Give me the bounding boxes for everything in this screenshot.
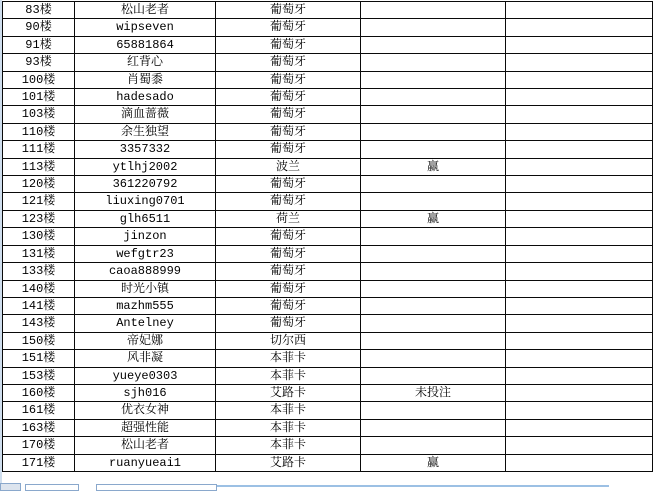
table-row bbox=[3, 141, 653, 158]
cell-team[interactable]: 葡萄牙 bbox=[216, 36, 361, 53]
cell-floor[interactable]: 153楼 bbox=[3, 367, 75, 384]
partial-row-cell-fragment bbox=[25, 484, 79, 491]
table-row bbox=[3, 158, 653, 175]
cell-name[interactable]: 优衣女神 bbox=[75, 402, 216, 419]
cell-result[interactable] bbox=[361, 367, 506, 384]
cell-name[interactable]: 3357332 bbox=[75, 141, 216, 158]
cell-note[interactable] bbox=[506, 280, 653, 297]
cell-result[interactable]: 未投注 bbox=[361, 384, 506, 401]
table-row bbox=[3, 193, 653, 210]
cell-name[interactable]: wipseven bbox=[75, 19, 216, 36]
cell-floor[interactable]: 93楼 bbox=[3, 54, 75, 71]
table-row bbox=[3, 36, 653, 53]
cell-team[interactable]: 本菲卡 bbox=[216, 402, 361, 419]
cell-name[interactable]: 松山老者 bbox=[75, 2, 216, 19]
cell-name[interactable]: 肖蜀黍 bbox=[75, 71, 216, 88]
cell-team[interactable]: 葡萄牙 bbox=[216, 245, 361, 262]
bet-table-body bbox=[3, 2, 653, 472]
cell-floor[interactable]: 120楼 bbox=[3, 176, 75, 193]
cell-team[interactable]: 葡萄牙 bbox=[216, 106, 361, 123]
cell-name[interactable]: 超强性能 bbox=[75, 419, 216, 436]
cell-name[interactable]: 松山老者 bbox=[75, 437, 216, 454]
table-row bbox=[3, 245, 653, 262]
cell-note[interactable] bbox=[506, 315, 653, 332]
cell-team[interactable]: 葡萄牙 bbox=[216, 54, 361, 71]
cell-note[interactable] bbox=[506, 245, 653, 262]
cell-name[interactable]: liuxing0701 bbox=[75, 193, 216, 210]
cell-team[interactable]: 葡萄牙 bbox=[216, 297, 361, 314]
cell-team[interactable]: 荷兰 bbox=[216, 210, 361, 227]
cell-name[interactable]: ytlhj2002 bbox=[75, 158, 216, 175]
cell-team[interactable]: 波兰 bbox=[216, 158, 361, 175]
cell-name[interactable]: 361220792 bbox=[75, 176, 216, 193]
cell-team[interactable]: 葡萄牙 bbox=[216, 176, 361, 193]
cell-result[interactable] bbox=[361, 315, 506, 332]
partial-row-border-fragment bbox=[217, 485, 609, 491]
table-row bbox=[3, 454, 653, 471]
cell-note[interactable] bbox=[506, 158, 653, 175]
cell-result[interactable] bbox=[361, 36, 506, 53]
cell-name[interactable]: ruanyueai1 bbox=[75, 454, 216, 471]
cell-note[interactable] bbox=[506, 36, 653, 53]
table-row bbox=[3, 123, 653, 140]
cell-note[interactable] bbox=[506, 297, 653, 314]
cell-team[interactable]: 葡萄牙 bbox=[216, 280, 361, 297]
cell-name[interactable]: 红背心 bbox=[75, 54, 216, 71]
table-row bbox=[3, 228, 653, 245]
cell-result[interactable] bbox=[361, 193, 506, 210]
cell-note[interactable] bbox=[506, 54, 653, 71]
cell-note[interactable] bbox=[506, 454, 653, 471]
cell-floor[interactable]: 170楼 bbox=[3, 437, 75, 454]
cell-result[interactable] bbox=[361, 2, 506, 19]
cell-name[interactable]: 65881864 bbox=[75, 36, 216, 53]
cell-note[interactable] bbox=[506, 350, 653, 367]
cell-team[interactable]: 葡萄牙 bbox=[216, 71, 361, 88]
cell-note[interactable] bbox=[506, 384, 653, 401]
cell-team[interactable]: 本菲卡 bbox=[216, 350, 361, 367]
cell-result[interactable] bbox=[361, 123, 506, 140]
cell-result[interactable] bbox=[361, 89, 506, 106]
cell-floor[interactable]: 101楼 bbox=[3, 89, 75, 106]
cell-note[interactable] bbox=[506, 19, 653, 36]
cell-floor[interactable]: 121楼 bbox=[3, 193, 75, 210]
cell-team[interactable]: 切尔西 bbox=[216, 332, 361, 349]
table-row bbox=[3, 437, 653, 454]
table-row bbox=[3, 263, 653, 280]
table-row bbox=[3, 89, 653, 106]
table-row bbox=[3, 315, 653, 332]
cell-floor[interactable]: 171楼 bbox=[3, 454, 75, 471]
cell-name[interactable]: hadesado bbox=[75, 89, 216, 106]
cell-floor[interactable]: 163楼 bbox=[3, 419, 75, 436]
cell-note[interactable] bbox=[506, 141, 653, 158]
cell-name[interactable]: glh6511 bbox=[75, 210, 216, 227]
cell-floor[interactable]: 91楼 bbox=[3, 36, 75, 53]
cell-result[interactable] bbox=[361, 332, 506, 349]
cell-note[interactable] bbox=[506, 419, 653, 436]
cell-floor[interactable]: 133楼 bbox=[3, 263, 75, 280]
cell-result[interactable] bbox=[361, 71, 506, 88]
cell-team[interactable]: 葡萄牙 bbox=[216, 123, 361, 140]
cell-team[interactable]: 葡萄牙 bbox=[216, 19, 361, 36]
cell-note[interactable] bbox=[506, 193, 653, 210]
cell-team[interactable]: 本菲卡 bbox=[216, 367, 361, 384]
cell-team[interactable]: 葡萄牙 bbox=[216, 193, 361, 210]
cell-name[interactable]: 滴血蔷薇 bbox=[75, 106, 216, 123]
cell-floor[interactable]: 130楼 bbox=[3, 228, 75, 245]
cell-note[interactable] bbox=[506, 89, 653, 106]
table-row bbox=[3, 176, 653, 193]
cell-name[interactable]: wefgtr23 bbox=[75, 245, 216, 262]
cell-note[interactable] bbox=[506, 263, 653, 280]
cell-floor[interactable]: 110楼 bbox=[3, 123, 75, 140]
partial-row-cell-fragment bbox=[96, 484, 217, 491]
cell-result[interactable] bbox=[361, 263, 506, 280]
cell-result[interactable] bbox=[361, 437, 506, 454]
cell-floor[interactable]: 111楼 bbox=[3, 141, 75, 158]
cell-floor[interactable]: 131楼 bbox=[3, 245, 75, 262]
partial-row-corner-cell bbox=[0, 483, 21, 491]
cell-name[interactable]: 风非凝 bbox=[75, 350, 216, 367]
cell-team[interactable]: 葡萄牙 bbox=[216, 315, 361, 332]
cell-floor[interactable]: 151楼 bbox=[3, 350, 75, 367]
table-row bbox=[3, 350, 653, 367]
table-row bbox=[3, 280, 653, 297]
cell-result[interactable] bbox=[361, 350, 506, 367]
cell-team[interactable]: 艾路卡 bbox=[216, 454, 361, 471]
cell-team[interactable]: 本菲卡 bbox=[216, 419, 361, 436]
cell-note[interactable] bbox=[506, 367, 653, 384]
table-row bbox=[3, 54, 653, 71]
cell-note[interactable] bbox=[506, 437, 653, 454]
cell-note[interactable] bbox=[506, 71, 653, 88]
table-row bbox=[3, 71, 653, 88]
cell-result[interactable] bbox=[361, 297, 506, 314]
cell-name[interactable]: 帝妃娜 bbox=[75, 332, 216, 349]
cell-floor[interactable]: 160楼 bbox=[3, 384, 75, 401]
cell-name[interactable]: yueye0303 bbox=[75, 367, 216, 384]
cell-team[interactable]: 本菲卡 bbox=[216, 437, 361, 454]
cell-floor[interactable]: 123楼 bbox=[3, 210, 75, 227]
cell-note[interactable] bbox=[506, 176, 653, 193]
table-row bbox=[3, 367, 653, 384]
table-row bbox=[3, 419, 653, 436]
cell-team[interactable]: 葡萄牙 bbox=[216, 2, 361, 19]
cell-result[interactable] bbox=[361, 19, 506, 36]
cell-result[interactable] bbox=[361, 228, 506, 245]
cell-team[interactable]: 葡萄牙 bbox=[216, 263, 361, 280]
cell-result[interactable] bbox=[361, 402, 506, 419]
cell-name[interactable]: mazhm555 bbox=[75, 297, 216, 314]
table-row bbox=[3, 384, 653, 401]
cell-note[interactable] bbox=[506, 123, 653, 140]
cell-floor[interactable]: 140楼 bbox=[3, 280, 75, 297]
cell-floor[interactable]: 150楼 bbox=[3, 332, 75, 349]
cell-floor[interactable]: 113楼 bbox=[3, 158, 75, 175]
cell-note[interactable] bbox=[506, 106, 653, 123]
cell-name[interactable]: jinzon bbox=[75, 228, 216, 245]
cell-result[interactable] bbox=[361, 245, 506, 262]
cell-result[interactable]: 赢 bbox=[361, 158, 506, 175]
cell-team[interactable]: 葡萄牙 bbox=[216, 89, 361, 106]
cell-team[interactable]: 艾路卡 bbox=[216, 384, 361, 401]
cell-note[interactable] bbox=[506, 210, 653, 227]
cell-team[interactable]: 葡萄牙 bbox=[216, 141, 361, 158]
cell-result[interactable]: 赢 bbox=[361, 454, 506, 471]
cell-floor[interactable]: 103楼 bbox=[3, 106, 75, 123]
cell-floor[interactable]: 83楼 bbox=[3, 2, 75, 19]
cell-floor[interactable]: 90楼 bbox=[3, 19, 75, 36]
table-row bbox=[3, 106, 653, 123]
cell-result[interactable] bbox=[361, 280, 506, 297]
cell-name[interactable]: Antelney bbox=[75, 315, 216, 332]
cell-note[interactable] bbox=[506, 2, 653, 19]
table-row bbox=[3, 332, 653, 349]
cell-name[interactable]: caoa888999 bbox=[75, 263, 216, 280]
cell-note[interactable] bbox=[506, 402, 653, 419]
bet-table bbox=[2, 1, 653, 472]
table-row bbox=[3, 2, 653, 19]
cell-floor[interactable]: 100楼 bbox=[3, 71, 75, 88]
cell-result[interactable] bbox=[361, 106, 506, 123]
cell-result[interactable] bbox=[361, 176, 506, 193]
table-row bbox=[3, 402, 653, 419]
cell-result[interactable]: 赢 bbox=[361, 210, 506, 227]
cell-result[interactable] bbox=[361, 419, 506, 436]
cell-team[interactable]: 葡萄牙 bbox=[216, 228, 361, 245]
cell-note[interactable] bbox=[506, 228, 653, 245]
cell-floor[interactable]: 143楼 bbox=[3, 315, 75, 332]
cell-floor[interactable]: 141楼 bbox=[3, 297, 75, 314]
cell-note[interactable] bbox=[506, 332, 653, 349]
table-row bbox=[3, 19, 653, 36]
cell-result[interactable] bbox=[361, 141, 506, 158]
table-row bbox=[3, 210, 653, 227]
cell-name[interactable]: 时光小镇 bbox=[75, 280, 216, 297]
cell-result[interactable] bbox=[361, 54, 506, 71]
cell-name[interactable]: 余生独望 bbox=[75, 123, 216, 140]
cell-floor[interactable]: 161楼 bbox=[3, 402, 75, 419]
cell-name[interactable]: sjh016 bbox=[75, 384, 216, 401]
table-row bbox=[3, 297, 653, 314]
